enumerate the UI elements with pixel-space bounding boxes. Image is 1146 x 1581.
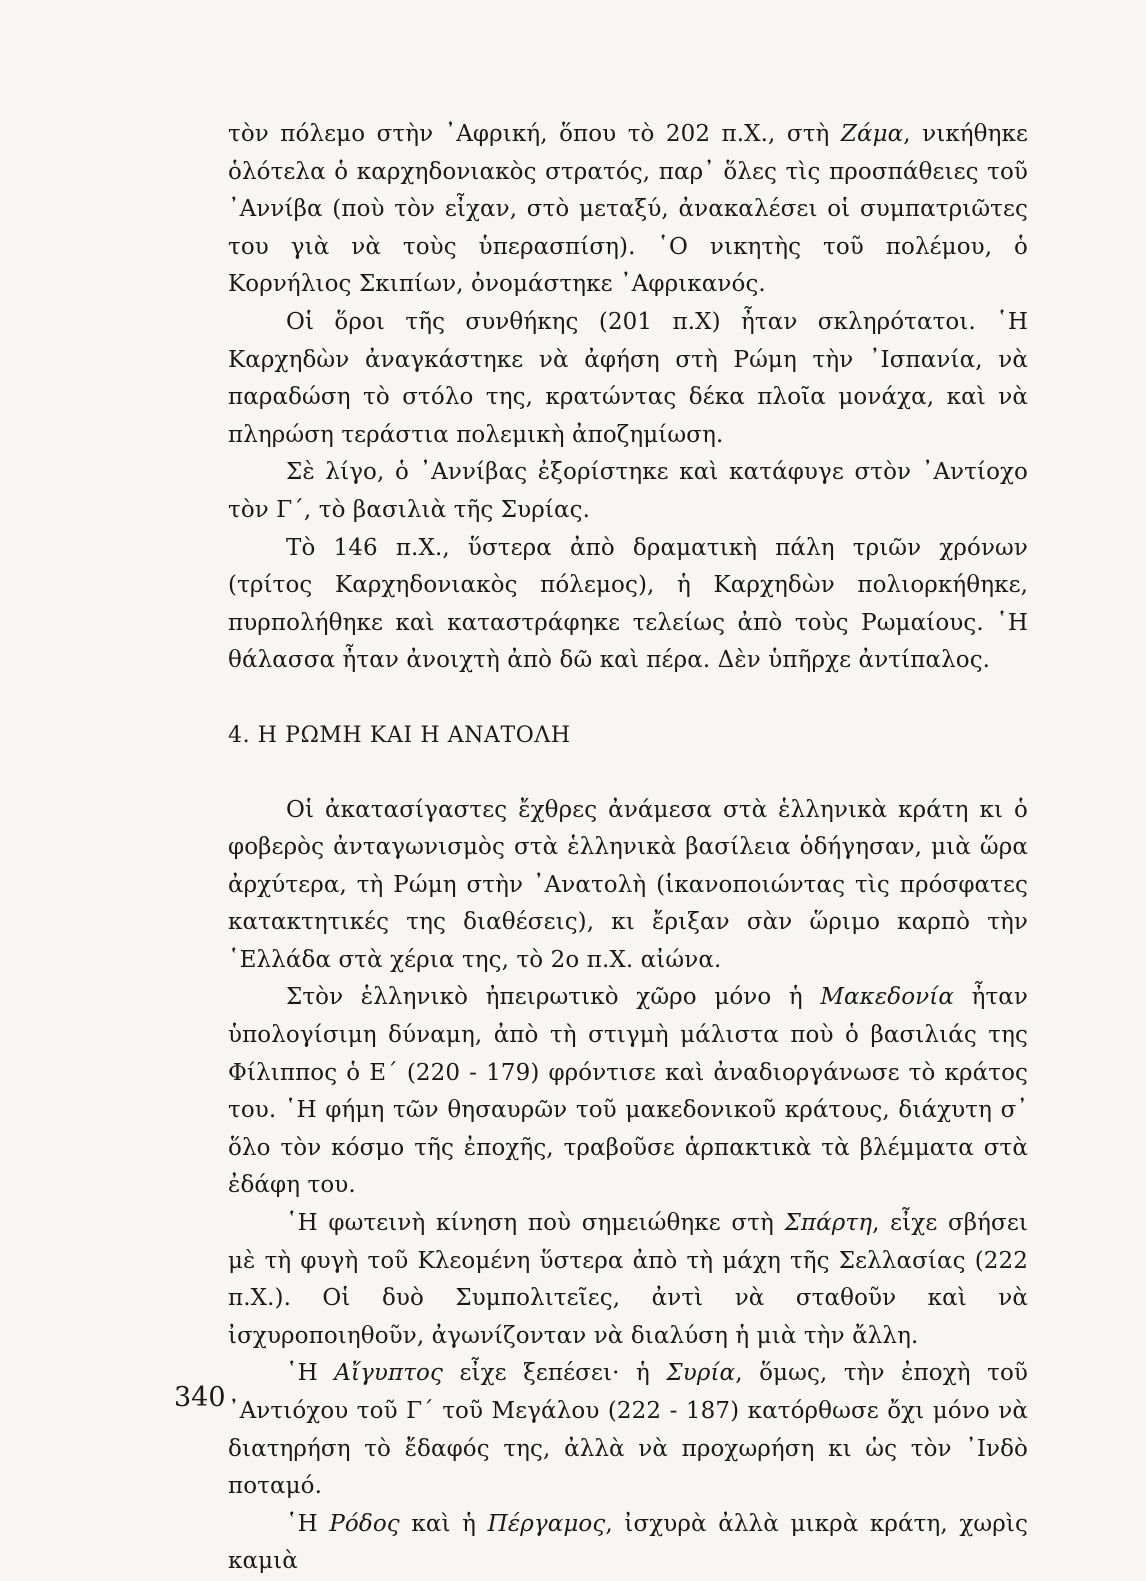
italic-term: Ζάμα <box>840 121 904 147</box>
text-run: , εἶχε σβήσει μὲ τὴ φυγὴ τοῦ Κλεομένη ὕστερα ἀπὸ τὴ μάχη τῆς Σελλασίας (222 π.Χ.). Οἱ δυὸ Συμπολιτεῖες, ἀντὶ νὰ σταθοῦν καὶ νὰ ἰσχυροποιηθοῦν, ἀγωνίζονταν νὰ διαλύση ἡ μιὰ τὴν ἄλλη. <box>228 1210 1028 1349</box>
italic-term: Ρόδος <box>329 1510 400 1537</box>
italic-term: Συρία <box>666 1360 736 1387</box>
page-body-text <box>228 116 1028 1581</box>
text-run: ῾Η φωτεινὴ κίνηση ποὺ σημειώθηκε στὴ <box>286 1210 785 1237</box>
text-run: Οἱ ὅροι τῆς συνθήκης (201 π.Χ) ἦταν σκληρότατοι. ῾Η Καρχηδὼν ἀναγκάστηκε νὰ ἀφήση στὴ Ρώμη τὴν ᾿Ισπανία, νὰ παραδώση τὸ στόλο της, κρατώντας δέκα πλοῖα μονάχα, καὶ νὰ πληρώση τεράστια πολεμικὴ ἀποζημίωση. <box>228 308 1028 448</box>
italic-term: Μακεδονία <box>820 984 954 1011</box>
italic-term: Αἴγυπτος <box>334 1360 443 1387</box>
text-run: ῾Η <box>286 1510 330 1537</box>
paragraph <box>228 530 1028 680</box>
text-run: , νικήθηκε ὁλότελα ὁ καρχηδονιακὸς στρατός, παρ᾿ ὅλες τὶς προσπάθειες τοῦ ᾿Αννίβα (ποὺ τὸν εἶχαν, στὸ μεταξύ, ἀνακαλέσει οἱ συμπατριῶτες του γιὰ νὰ τοὺς ὑπερασπίση). ῾Ο νικητὴς τοῦ πολέμου, ὁ Κορνήλιος Σκιπίων, ὀνομάστηκε ᾿Αφρικανός. <box>228 121 1028 298</box>
text-run: τὸν πόλεμο στὴν ᾿Αφρική, ὅπου τὸ 202 π.Χ., στὴ <box>228 121 841 147</box>
text-run: Τὸ 146 π.Χ., ὕστερα ἀπὸ δραματικὴ πάλη τριῶν χρόνων (τρίτος Καρχηδονιακὸς πόλεμος), ἡ Καρχηδὼν πολιορκήθηκε, πυρπολήθηκε καὶ καταστράφηκε τελείως ἀπὸ τοὺς Ρωμαίους. ῾Η θάλασσα ἦταν ἀνοιχτὴ ἀπὸ δῶ καὶ πέρα. Δὲν ὑπῆρχε ἀντίπαλος. <box>228 534 1028 674</box>
text-run: εἶχε ξεπέσει· ἡ <box>442 1360 667 1387</box>
italic-term: Πέργαμος <box>487 1510 606 1537</box>
paragraph <box>228 792 1028 980</box>
text-run: καὶ ἡ <box>399 1510 488 1537</box>
paragraph <box>228 1355 1028 1505</box>
text-run: , ὅμως, τὴν ἐποχὴ τοῦ ᾿Αντιόχου τοῦ Γ΄ τοῦ Μεγάλου (222 - 187) κατόρθωσε ὄχι μόνο νὰ διατηρήση τὸ ἔδαφός της, ἀλλὰ νὰ προχωρήση κι ὡς τὸν ᾿Ινδὸ ποταμό. <box>228 1360 1028 1500</box>
text-run: ῾Η <box>286 1360 335 1387</box>
text-run: Σὲ λίγο, ὁ ᾿Αννίβας ἐξορίστηκε καὶ κατάφυγε στὸν ᾿Αντίοχο τὸν Γ΄, τὸ βασιλιὰ τῆς Συρίας. <box>228 459 1028 523</box>
paragraph <box>228 979 1028 1205</box>
paragraph <box>228 454 1028 529</box>
section-heading: 4. Η ΡΩΜΗ ΚΑΙ Η ΑΝΑΤΟΛΗ <box>228 722 571 748</box>
page-number: 340 <box>174 1382 226 1413</box>
paragraph-group-section <box>228 792 1028 1581</box>
paragraph <box>228 1506 1028 1581</box>
text-run: Στὸν ἑλληνικὸ ἠπειρωτικὸ χῶρο μόνο ἡ <box>286 984 821 1011</box>
italic-term: Σπάρτη <box>784 1210 873 1237</box>
text-run: , ἰσχυρὰ ἀλλὰ μικρὰ κράτη, χωρὶς καμιὰ <box>228 1510 1028 1575</box>
paragraph <box>228 304 1028 454</box>
paragraph <box>228 1205 1028 1355</box>
text-run: ἦταν ὑπολογίσιμη δύναμη, ἀπὸ τὴ στιγμὴ μάλιστα ποὺ ὁ βασιλιάς της Φίλιππος ὁ Ε΄ (220 - 179) φρόντισε καὶ ἀναδιοργάνωσε τὸ κράτος του. ῾Η φήμη τῶν θησαυρῶν τοῦ μακεδονικοῦ κράτους, διάχυτη σ᾿ ὅλο τὸν κόσμο τῆς ἐποχῆς, τραβοῦσε ἁρπακτικὰ τὰ βλέμματα στὰ ἐδάφη του. <box>228 984 1028 1199</box>
paragraph <box>228 116 1028 304</box>
text-run: Οἱ ἀκατασίγαστες ἔχθρες ἀνάμεσα στὰ ἑλληνικὰ κράτη κι ὁ φοβερὸς ἀνταγωνισμὸς στὰ ἑλληνικὰ βασίλεια ὁδήγησαν, μιὰ ὥρα ἀρχύτερα, τὴ Ρώμη στὴν ᾿Ανατολὴ (ἱκανοποιώντας τὶς πρόσφατες κατακτητικές της διαθέσεις), κι ἔριξαν σὰν ὥριμο καρπὸ τὴν ῾Ελλάδα στὰ χέρια της, τὸ 2ο π.Χ. αἰώνα. <box>228 796 1028 973</box>
paragraph-group-top <box>228 116 1028 680</box>
